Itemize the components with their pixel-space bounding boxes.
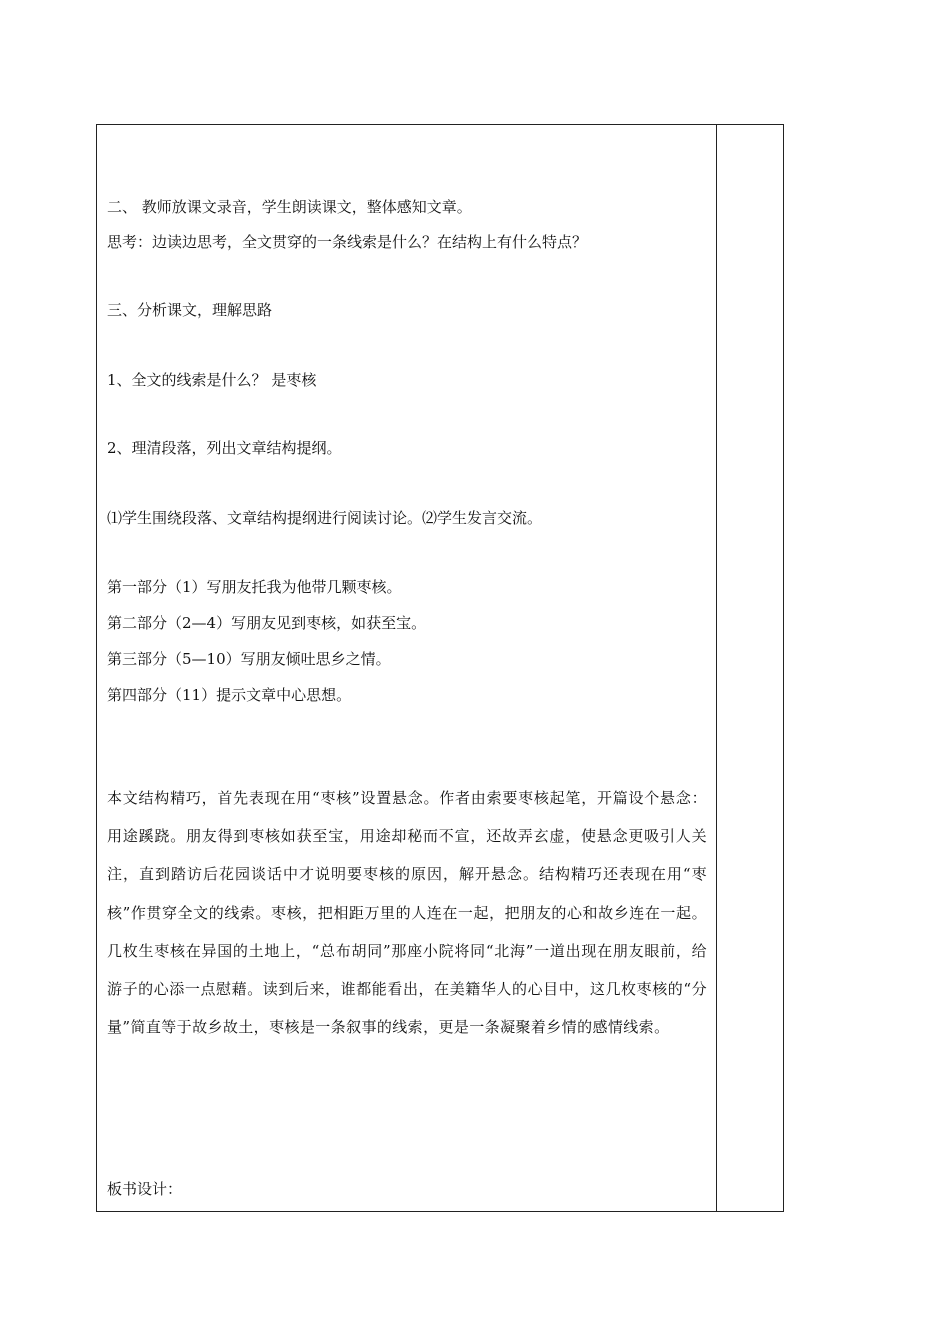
think-question: 思考：边读边思考，全文贯穿的一条线索是什么？在结构上有什么特点？ — [107, 233, 588, 251]
part-3: 第三部分（5—10）写朋友倾吐思乡之情。 — [107, 650, 391, 668]
part-1: 第一部分（1）写朋友托我为他带几颗枣核。 — [107, 578, 402, 596]
notes-cell — [717, 125, 783, 1211]
question-1: 1、全文的线索是什么？ 是枣核 — [107, 371, 317, 389]
lesson-table — [96, 124, 784, 1212]
part-4: 第四部分（11）提示文章中心思想。 — [107, 686, 352, 704]
step2-text: 二、 教师放课文录音，学生朗读课文，整体感知文章。 — [107, 198, 472, 216]
lesson-content-cell — [97, 125, 716, 1211]
board-design-label: 板书设计： — [107, 1180, 183, 1198]
analysis-paragraph: 本文结构精巧，首先表现在用“枣核”设置悬念。作者由索要枣核起笔，开篇设个悬念：用途蹊跷。朋友得到枣核如获至宝，用途却秘而不宣，还故弄玄虚，使悬念更吸引人关注，直到踏访后花园谈话中才说明要枣核的原因，解开悬念。结构精巧还表现在用“枣核”作贯穿全文的线索。枣核，把相距万里的人连在一起，把朋友的心和故乡连在一起。几枚生枣核在异国的土地上，“总布胡同”那座小院将同“北海”一道出现在朋友眼前，给游子的心添一点慰藉。读到后来，谁都能看出，在美籍华人的心目中，这几枚枣核的“分量”简直等于故乡故土，枣核是一条叙事的线索，更是一条凝聚着乡情的感情线索。 — [107, 789, 707, 1037]
question-2: 2、理清段落，列出文章结构提纲。 — [107, 439, 342, 457]
part-2: 第二部分（2—4）写朋友见到枣核，如获至宝。 — [107, 614, 427, 632]
activity-text: ⑴学生围绕段落、文章结构提纲进行阅读讨论。⑵学生发言交流。 — [107, 509, 543, 527]
step3-heading: 三、分析课文，理解思路 — [107, 301, 273, 319]
